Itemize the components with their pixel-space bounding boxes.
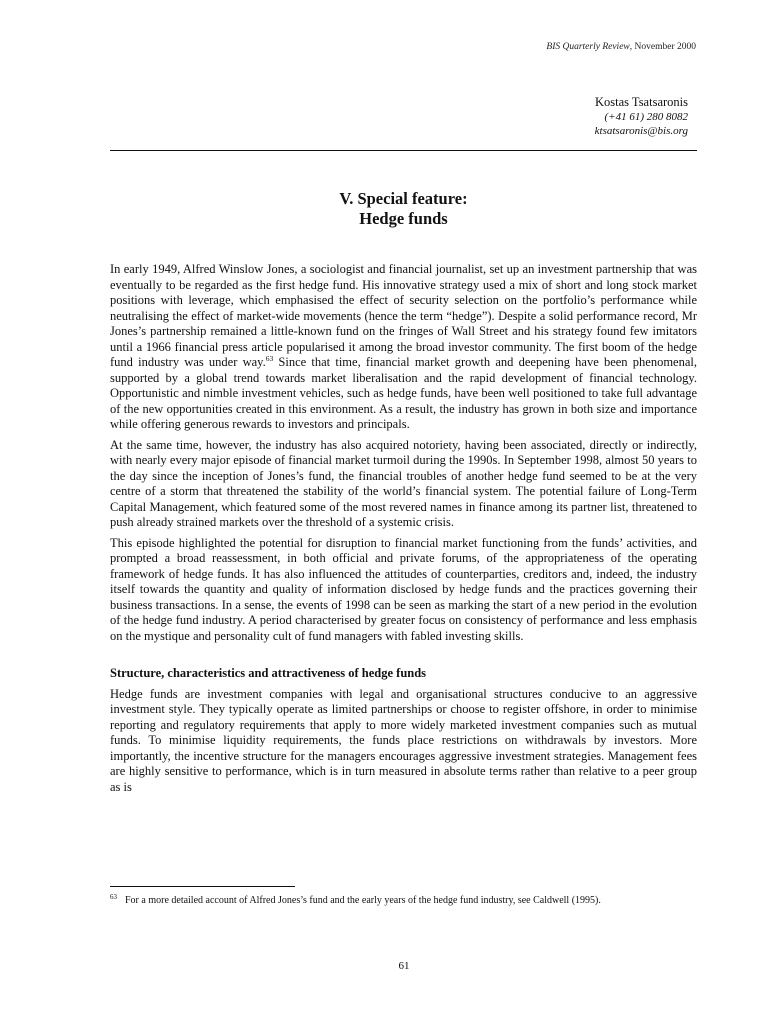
paragraph-2: At the same time, however, the industry has also acquired notoriety, having been associated, directly or indirectly, with nearly every major episode of financial market turmoil during the 1990s. In September 1998, almost 50 years to the day since the inception of Jones’s fund, the financial troubles of another hedge fund seemed to be at the very centre of a storm that threatened the stability of the world’s financial system. The potential failure of Long-Term Capital Management, which featured some of the most revered names in finance among its partner list, threatened to push already strained markets over the threshold of a systemic crisis.	[110, 437, 697, 529]
paragraph-1-text-a: In early 1949, Alfred Winslow Jones, a sociologist and financial journalist, set up an investment partnership that was eventually to be regarded as the first hedge fund. His innovative strategy used a mix of short and long stock market positions with leverage, which emphasised the effect of security selection on the portfolio’s performance while neutralising the effect of market-wide movements (hence the term “hedge”). Despite a solid performance record, Mr Jones’s partnership remained a little-known fund on the fringes of Wall Street and his strategy found few imitators until a 1966 financial press article popularised it among the broad investor community. The first boom of the hedge fund industry was under way.	[110, 262, 697, 369]
header-rule	[110, 150, 697, 151]
journal-name: BIS Quarterly Review	[546, 42, 630, 52]
title-line-1: V. Special feature:	[339, 189, 468, 208]
footnote-reference: 63	[265, 353, 274, 363]
title-line-2: Hedge funds	[359, 209, 448, 228]
paragraph-1-text-b: Since that time, financial market growth and deepening have been phenomenal, supported by a global trend towards market liberalisation and the rapid development of financial technology. Opportunistic and nimble investment vehicles, such as hedge funds, have been well positioned to take full advantage of the new opportunities created in this environment. As a result, the industry has grown in both size and importance while offering generous rewards to investors and principals.	[110, 355, 697, 431]
footnote-mark: 63	[110, 892, 117, 901]
paragraph-3: This episode highlighted the potential for disruption to financial market functioning from the funds’ activities, and prompted a broad reassessment, in both official and private forums, of the appropriateness of the operating framework of hedge funds. It has also influenced the attitudes of counterparties, creditors and, indeed, the industry itself towards the quantity and quality of information disclosed by hedge funds and the practices governing their business transactions. In a sense, the events of 1998 can be seen as marking the start of a new period in the evolution of the hedge fund industry. A period characterised by greater focus on consistency of performance and less emphasis on the mystique and personality cult of fund managers with fabled investing skills.	[110, 535, 697, 643]
author-name: Kostas Tsatsaronis	[595, 95, 688, 109]
author-block	[595, 94, 688, 138]
paragraph-1	[110, 262, 697, 433]
section-paragraph: Hedge funds are investment companies with legal and organisational structures conducive to an aggressive investment style. They typically operate as limited partnerships or choose to register offshore, in order to minimise reporting and regulatory requirements that apply to more widely marketed investment companies such as mutual funds. To minimise liquidity requirements, the funds place restrictions on withdrawals by investors. More importantly, the incentive structure for the managers encourages aggressive investment strategies. Management fees are highly sensitive to performance, which is in turn measured in absolute terms rather than relative to a peer group as is	[110, 686, 697, 794]
issue-date: , November 2000	[629, 42, 696, 52]
footnote-text: For a more detailed account of Alfred Jones’s fund and the early years of the hedge fund industry, see Caldwell (1995).	[125, 895, 601, 906]
footnote-rule	[110, 886, 295, 887]
footnote	[110, 894, 697, 907]
author-email: ktsatsaronis@bis.org	[594, 125, 688, 137]
page-number: 61	[398, 960, 410, 972]
page-title	[110, 189, 697, 229]
section-heading: Structure, characteristics and attractiveness of hedge funds	[110, 666, 427, 680]
article-body	[110, 262, 697, 800]
running-header	[546, 42, 696, 52]
author-phone: (+41 61) 280 8082	[604, 111, 688, 123]
